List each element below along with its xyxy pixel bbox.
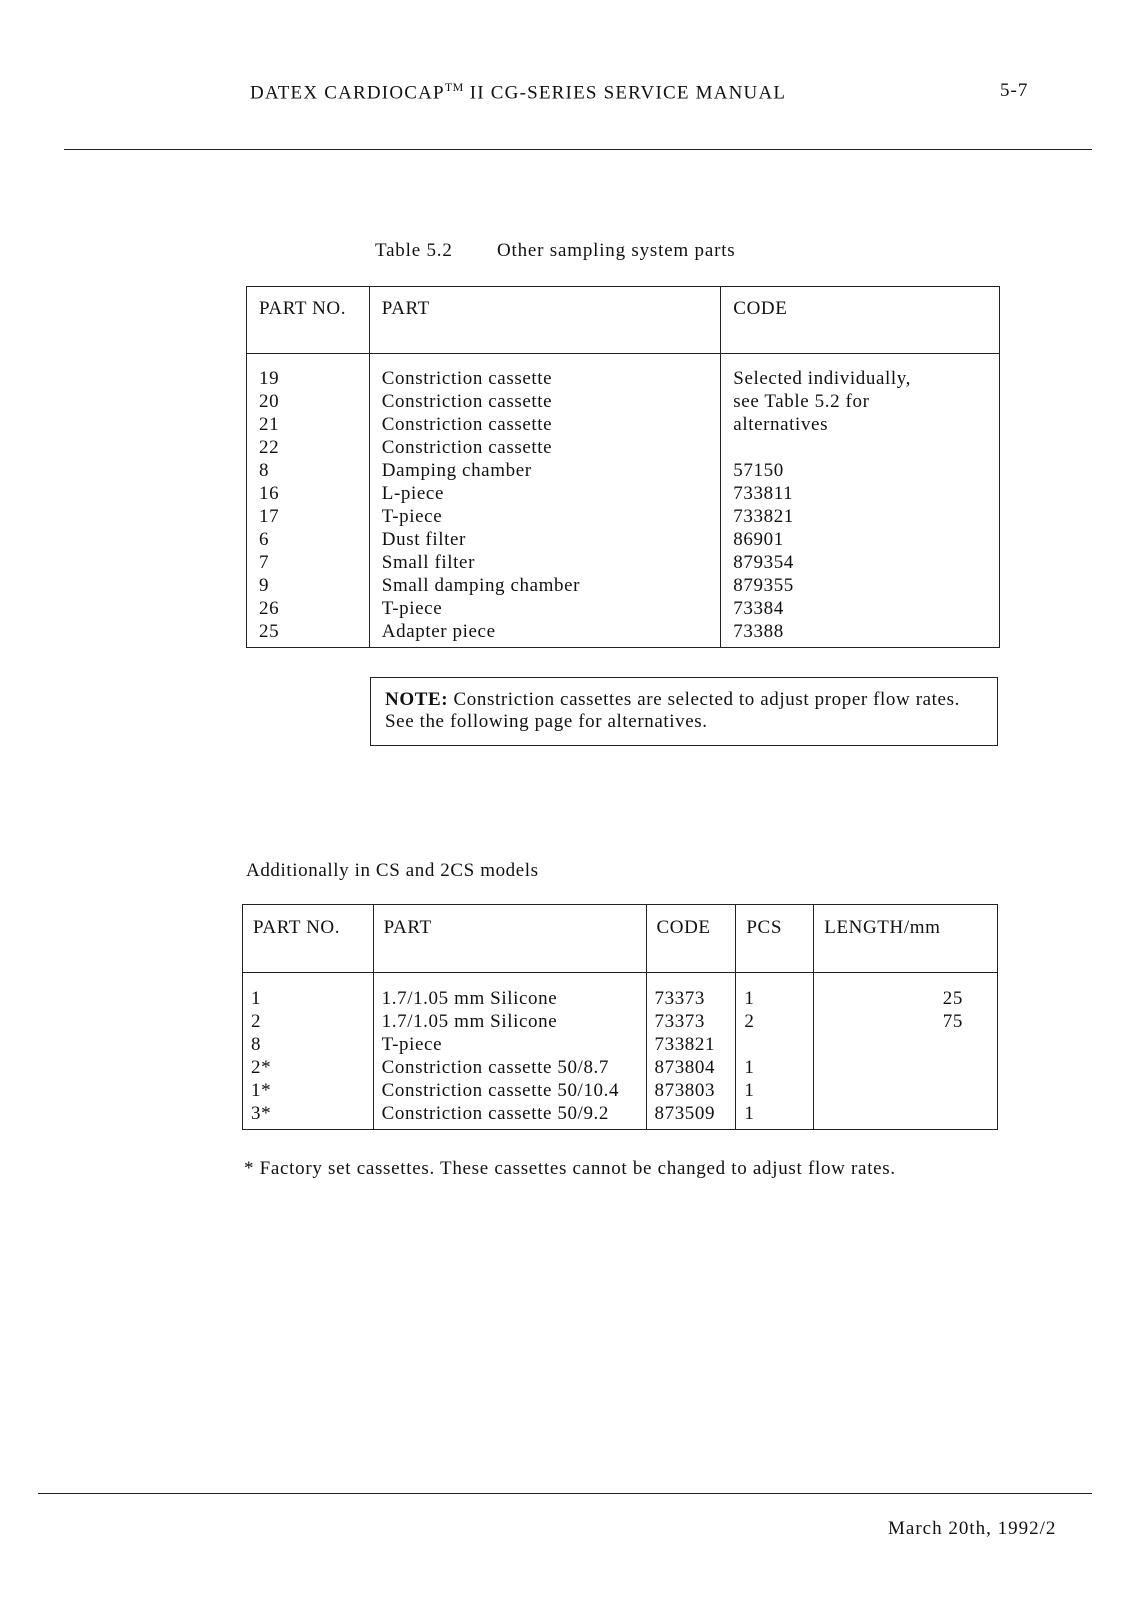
table-cell: 1* [251, 1080, 272, 1101]
table-cell: 733811 [733, 483, 794, 504]
table-cell: Constriction cassette [381, 414, 553, 435]
footer-rule [38, 1493, 1092, 1494]
table-cell: 2 [744, 1011, 755, 1032]
table-cell: 879355 [733, 575, 794, 596]
table-cell: alternatives [733, 414, 829, 435]
table-cell: 733821 [654, 1034, 716, 1055]
table-cell: Small damping chamber [381, 575, 581, 596]
table-cell: Dust filter [381, 529, 466, 550]
table2-header-code: CODE [646, 905, 736, 973]
factory-set-footnote: * Factory set cassettes. These cassettes cannot be changed to adjust flow rates. [244, 1158, 896, 1179]
table-cell: 73373 [654, 988, 705, 1009]
table-cell: 86901 [733, 529, 784, 550]
table1-col-code [721, 354, 1000, 648]
table-cell: 1.7/1.05 mm Silicone [381, 1011, 558, 1032]
table-cell [822, 1056, 963, 1079]
table-cell [822, 1033, 963, 1056]
table-cell: 57150 [733, 460, 784, 481]
table2-col-pcs [736, 973, 814, 1130]
table-cell: 22 [259, 437, 280, 458]
table-cell: Constriction cassette [381, 391, 553, 412]
table-cell: 20 [259, 391, 280, 412]
table-cell [744, 1033, 813, 1056]
table-cell: T-piece [381, 598, 443, 619]
table2-body [243, 973, 998, 1130]
table-cell [733, 436, 999, 459]
sampling-parts-table [246, 286, 1000, 648]
table1-header-code: CODE [721, 287, 1000, 354]
cs-models-parts-table [242, 904, 998, 1130]
title-suffix: II CG-SERIES SERVICE MANUAL [463, 82, 787, 104]
table-cell: 7 [259, 552, 270, 573]
trademark-mark: TM [444, 80, 464, 94]
table-cell: 873509 [654, 1103, 716, 1124]
table-cell: Constriction cassette 50/10.4 [381, 1080, 620, 1101]
table1-col-part [369, 354, 721, 648]
note-text: Constriction cassettes are selected to adjust proper flow rates. See the following page for alternatives. [385, 689, 960, 732]
table-cell: 733821 [733, 506, 794, 527]
table1-header-part: PART [369, 287, 721, 354]
table1-header-part-no: PART NO. [247, 287, 370, 354]
table-cell: L-piece [381, 483, 444, 504]
table-cell: T-piece [381, 1034, 443, 1055]
table1-caption-text: Other sampling system parts [497, 240, 736, 261]
table-cell: 73373 [654, 1011, 705, 1032]
table-cell: 879354 [733, 552, 794, 573]
table2-header-pcs: PCS [736, 905, 814, 973]
table-cell: Constriction cassette [381, 437, 553, 458]
table-cell: 873804 [654, 1057, 716, 1078]
table2-header-part-no: PART NO. [243, 905, 374, 973]
table-cell: Constriction cassette 50/8.7 [381, 1057, 609, 1078]
table-cell: 73388 [733, 621, 784, 642]
table-cell: 1.7/1.05 mm Silicone [381, 988, 558, 1009]
note-label: NOTE: [385, 689, 449, 710]
title-prefix: DATEX CARDIOCAP [250, 82, 445, 104]
table1-header-row [247, 287, 1000, 354]
table-cell: 2* [251, 1057, 272, 1078]
table-cell: 1 [744, 1103, 755, 1124]
table-cell: 21 [259, 414, 280, 435]
table-cell: 1 [744, 1057, 755, 1078]
table-cell: 25 [942, 988, 963, 1009]
note-box [370, 677, 998, 746]
header-rule [64, 149, 1092, 150]
table-cell: 9 [259, 575, 270, 596]
table2-col-part-no [243, 973, 374, 1130]
table-cell: 17 [259, 506, 280, 527]
table-cell: 8 [259, 460, 270, 481]
table1-body [247, 354, 1000, 648]
table2-col-part [373, 973, 646, 1130]
table-cell: 1 [744, 1080, 755, 1101]
table-cell: Adapter piece [381, 621, 496, 642]
table-cell: 1 [251, 988, 262, 1009]
footer-date: March 20th, 1992/2 [888, 1518, 1057, 1539]
table-cell: Constriction cassette 50/9.2 [381, 1103, 609, 1124]
table-cell: 25 [259, 621, 280, 642]
table2-header-row [243, 905, 998, 973]
table-cell: 8 [251, 1034, 262, 1055]
additional-models-heading: Additionally in CS and 2CS models [246, 860, 539, 881]
table1-col-part-no [247, 354, 370, 648]
table-cell: 26 [259, 598, 280, 619]
table-cell [822, 1079, 963, 1102]
table2-header-part: PART [373, 905, 646, 973]
table-cell: 75 [942, 1011, 963, 1032]
table-cell: Damping chamber [381, 460, 532, 481]
table-cell: 19 [259, 368, 280, 389]
table-cell: 873803 [654, 1080, 716, 1101]
header-title [250, 80, 786, 104]
table-cell: 16 [259, 483, 280, 504]
table-cell: Small filter [381, 552, 475, 573]
table2-header-length: LENGTH/mm [814, 905, 998, 973]
table-cell: see Table 5.2 for [733, 391, 870, 412]
table-cell: 6 [259, 529, 270, 550]
table-cell: Constriction cassette [381, 368, 553, 389]
table-cell: T-piece [381, 506, 443, 527]
page-number: 5-7 [1000, 80, 1029, 101]
table-cell: 1 [744, 988, 755, 1009]
table-cell: 73384 [733, 598, 784, 619]
table-cell: Selected individually, [733, 368, 911, 389]
table2-col-length [814, 973, 998, 1130]
table-cell: 3* [251, 1103, 272, 1124]
table-cell: 2 [251, 1011, 262, 1032]
table-cell [822, 1102, 963, 1125]
table2-col-code [646, 973, 736, 1130]
table1-caption-number: Table 5.2 [375, 240, 453, 261]
